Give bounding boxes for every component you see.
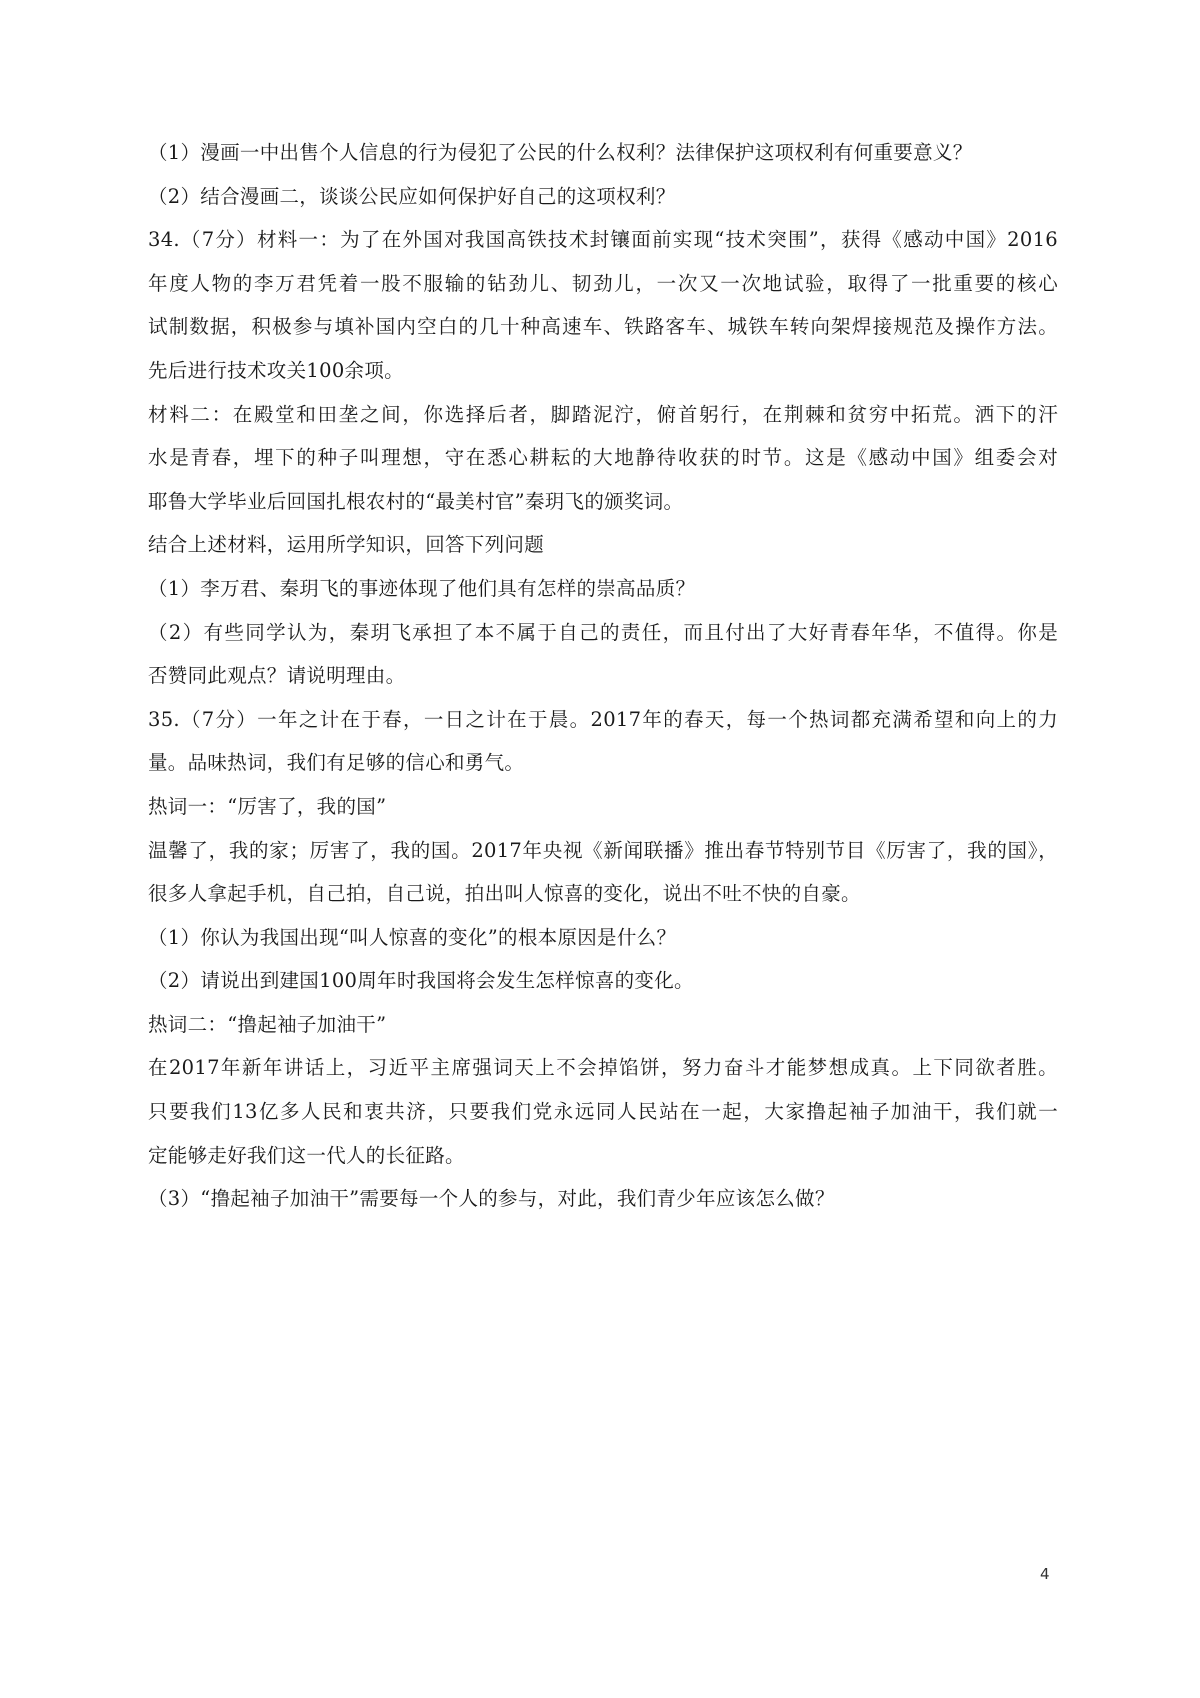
text-line-q35-hotword2-text-cont1: 只要我们13亿多人民和衷共济，只要我们党永远同人民站在一起，大家撸起袖子加油干，我们就一: [148, 1100, 1058, 1124]
text-line-q34-material1-cont3: 先后进行技术攻关100余项。: [148, 358, 404, 382]
text-line-q35-part3: （3）“撸起袖子加油干”需要每一个人的参与，对此，我们青少年应该怎么做？: [148, 1187, 835, 1211]
text-line-q35-intro-cont: 量。品味热词，我们有足够的信心和勇气。: [148, 751, 525, 775]
text-line-q35-intro: 35.（7分）一年之计在于春，一日之计在于晨。2017年的春天，每一个热词都充满希望和向上的力: [148, 707, 1058, 731]
text-line-q35-hotword1: 热词一：“厉害了，我的国”: [148, 794, 387, 818]
text-line-q33-part2: （2）结合漫画二，谈谈公民应如何保护好自己的这项权利？: [148, 184, 676, 208]
text-line-q34-material1: 34.（7分）材料一：为了在外国对我国高铁技术封镶面前实现“技术突围”，获得《感动中国》2016: [148, 228, 1058, 252]
text-line-q33-part1: （1）漫画一中出售个人信息的行为侵犯了公民的什么权利？法律保护这项权利有何重要意义？: [148, 141, 973, 164]
text-line-q35-hotword2: 热词二：“撸起袖子加油干”: [148, 1012, 387, 1036]
text-line-q34-part2: （2）有些同学认为，秦玥飞承担了本不属于自己的责任，而且付出了大好青春年华，不值得。你是: [148, 620, 1058, 644]
text-line-q35-hotword1-text-cont: 很多人拿起手机，自己拍，自己说，拍出叫人惊喜的变化，说出不吐不快的自豪。: [148, 882, 861, 906]
text-line-q35-part2: （2）请说出到建国100周年时我国将会发生怎样惊喜的变化。: [148, 969, 694, 993]
text-line-q34-instruction: 结合上述材料，运用所学知识，回答下列问题: [148, 533, 545, 557]
text-line-q34-part2-cont: 否赞同此观点？请说明理由。: [148, 664, 406, 688]
text-line-q35-hotword2-text: 在2017年新年讲话上，习近平主席强词天上不会掉馅饼，努力奋斗才能梦想成真。上下同欲者胜。: [148, 1056, 1058, 1080]
text-line-q35-hotword1-text: 温馨了，我的家；厉害了，我的国。2017年央视《新闻联播》推出春节特别节目《厉害了，我的国》，: [148, 838, 1058, 862]
text-line-q34-material2: 材料二：在殿堂和田垄之间，你选择后者，脚踏泥泞，俯首躬行，在荆棘和贫穷中拓荒。洒下的汗: [148, 402, 1058, 426]
text-line-q35-part1: （1）你认为我国出现“叫人惊喜的变化”的根本原因是什么？: [148, 925, 677, 949]
text-line-q34-material1-cont2: 试制数据，积极参与填补国内空白的几十种高速车、铁路客车、城铁车转向架焊接规范及操作方法。: [148, 315, 1058, 339]
text-line-q34-part1: （1）李万君、秦玥飞的事迹体现了他们具有怎样的崇高品质？: [148, 576, 696, 600]
document-body: [148, 140, 1058, 1230]
text-line-q34-material2-cont2: 耶鲁大学毕业后回国扎根农村的“最美村官”秦玥飞的颁奖词。: [148, 489, 684, 513]
text-line-q34-material2-cont1: 水是青春，埋下的种子叫理想，守在悉心耕耘的大地静待收获的时节。这是《感动中国》组委会对: [148, 446, 1058, 470]
text-line-q35-hotword2-text-cont2: 定能够走好我们这一代人的长征路。: [148, 1143, 465, 1167]
page-number: 4: [1040, 1565, 1050, 1583]
text-line-q34-material1-cont1: 年度人物的李万君凭着一股不服输的钻劲儿、韧劲儿，一次又一次地试验，取得了一批重要的核心: [148, 271, 1058, 295]
